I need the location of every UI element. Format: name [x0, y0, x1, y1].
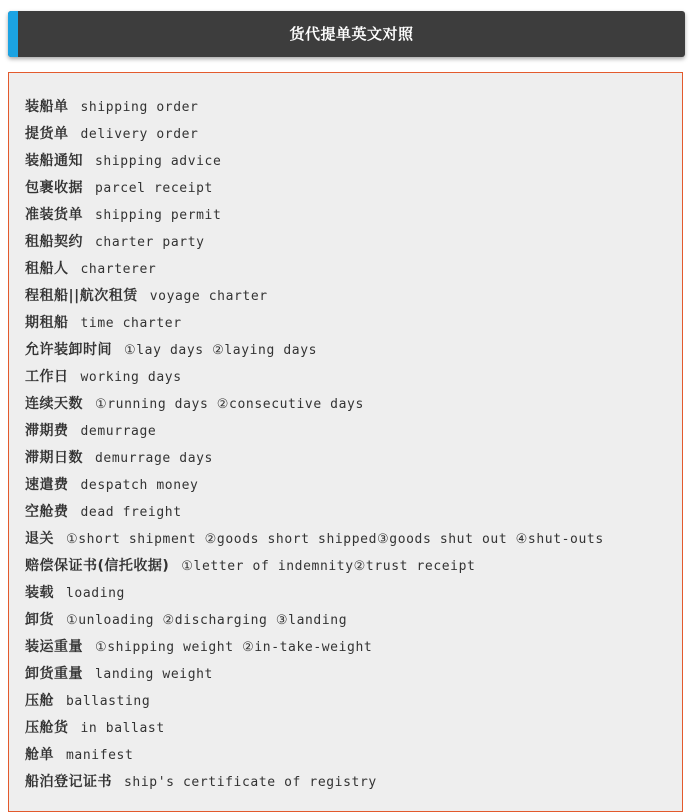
- chinese-term: 期租船: [25, 315, 69, 331]
- glossary-row: [25, 443, 604, 470]
- english-term: shipping permit: [95, 208, 222, 223]
- glossary-list: [25, 92, 604, 794]
- chinese-term: 卸货重量: [25, 666, 83, 682]
- english-term: working days: [80, 370, 182, 385]
- header-accent-bar: [8, 11, 18, 57]
- chinese-term: 工作日: [25, 369, 69, 385]
- english-term: ①shipping weight ②in-take-weight: [95, 640, 373, 655]
- glossary-panel: [8, 72, 683, 812]
- english-term: ①running days ②consecutive days: [95, 397, 364, 412]
- chinese-term: 程租船||航次租赁: [25, 288, 138, 304]
- glossary-row: [25, 551, 604, 578]
- english-term: manifest: [66, 748, 134, 763]
- glossary-row: [25, 740, 604, 767]
- chinese-term: 租船契约: [25, 234, 83, 250]
- english-term: dead freight: [80, 505, 182, 520]
- glossary-row: [25, 416, 604, 443]
- english-term: in ballast: [80, 721, 165, 736]
- glossary-row: [25, 92, 604, 119]
- chinese-term: 卸货: [25, 612, 54, 628]
- chinese-term: 退关: [25, 531, 54, 547]
- chinese-term: 速遣费: [25, 477, 69, 493]
- chinese-term: 连续天数: [25, 396, 83, 412]
- glossary-row: [25, 200, 604, 227]
- chinese-term: 压舱: [25, 693, 54, 709]
- chinese-term: 租船人: [25, 261, 69, 277]
- english-term: ①unloading ②discharging ③landing: [66, 613, 348, 628]
- chinese-term: 滞期日数: [25, 450, 83, 466]
- glossary-row: [25, 470, 604, 497]
- chinese-term: 船泊登记证书: [25, 774, 112, 790]
- english-term: ①letter of indemnity②trust receipt: [181, 559, 476, 574]
- chinese-term: 装船通知: [25, 153, 83, 169]
- glossary-row: [25, 173, 604, 200]
- english-term: delivery order: [80, 127, 199, 142]
- glossary-row: [25, 335, 604, 362]
- glossary-row: [25, 713, 604, 740]
- glossary-row: [25, 308, 604, 335]
- english-term: ballasting: [66, 694, 151, 709]
- glossary-row: [25, 524, 604, 551]
- glossary-row: [25, 227, 604, 254]
- english-term: demurrage: [80, 424, 157, 439]
- chinese-term: 允许装卸时间: [25, 342, 112, 358]
- glossary-row: [25, 254, 604, 281]
- english-term: demurrage days: [95, 451, 213, 466]
- english-term: parcel receipt: [95, 181, 213, 196]
- chinese-term: 舱单: [25, 747, 54, 763]
- glossary-row: [25, 281, 604, 308]
- glossary-row: [25, 578, 604, 605]
- english-term: loading: [66, 586, 125, 601]
- chinese-term: 装运重量: [25, 639, 83, 655]
- page-header: [8, 11, 685, 57]
- glossary-row: [25, 119, 604, 146]
- english-term: charter party: [95, 235, 205, 250]
- chinese-term: 装船单: [25, 99, 69, 115]
- chinese-term: 空舱费: [25, 504, 69, 520]
- glossary-row: [25, 389, 604, 416]
- glossary-row: [25, 362, 604, 389]
- english-term: voyage charter: [149, 289, 268, 304]
- english-term: landing weight: [95, 667, 213, 682]
- chinese-term: 赔偿保证书(信托收据): [25, 558, 170, 574]
- english-term: ship's certificate of registry: [124, 775, 377, 790]
- chinese-term: 滞期费: [25, 423, 69, 439]
- glossary-row: [25, 767, 604, 794]
- english-term: ①lay days ②laying days: [124, 343, 318, 358]
- chinese-term: 提货单: [25, 126, 69, 142]
- glossary-row: [25, 146, 604, 173]
- glossary-row: [25, 605, 604, 632]
- english-term: charterer: [80, 262, 157, 277]
- glossary-row: [25, 497, 604, 524]
- english-term: despatch money: [80, 478, 199, 493]
- chinese-term: 包裹收据: [25, 180, 83, 196]
- glossary-row: [25, 686, 604, 713]
- chinese-term: 压舱货: [25, 720, 69, 736]
- english-term: shipping order: [80, 100, 199, 115]
- english-term: time charter: [80, 316, 182, 331]
- page-title: 货代提单英文对照: [289, 25, 414, 43]
- chinese-term: 准装货单: [25, 207, 83, 223]
- english-term: ①short shipment ②goods short shipped③goods shut out ④shut-outs: [66, 532, 604, 547]
- glossary-row: [25, 659, 604, 686]
- glossary-row: [25, 632, 604, 659]
- english-term: shipping advice: [95, 154, 222, 169]
- chinese-term: 装载: [25, 585, 54, 601]
